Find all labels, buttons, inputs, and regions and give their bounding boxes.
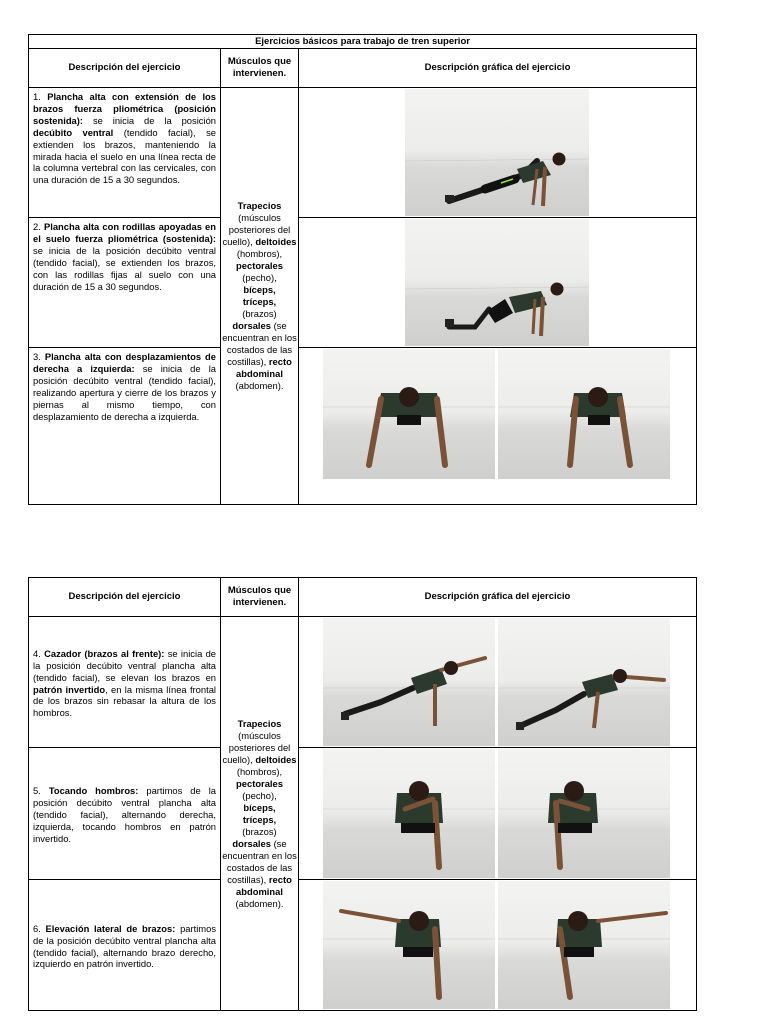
exercise-3-name: Plancha alta con desplazamientos de derecha a izquierda: bbox=[33, 351, 216, 374]
exercise-5-description: 5. Tocando hombros: partimos de la posición decúbito ventral plancha alta (tendido facial), alternando derecha, izquierda, tocando hombros en patrón invertido. bbox=[29, 748, 221, 880]
exercise-3-description: 3. Plancha alta con desplazamientos de derecha a izquierda: se inicia de la posición decúbito ventral (tendido facial), realizando apertura y cierre de los brazos y piernas al mismo tiempo, con desplazamiento de derecha a izquierda. bbox=[29, 348, 221, 505]
exercise-4-description: 4. Cazador (brazos al frente): se inicia de la posición decúbito ventral plancha alta (tendido facial), se elevan los brazos en patrón invertido, en la misma línea frontal de los brazos sin rebasar la altura de los hombros. bbox=[29, 617, 221, 748]
header-graphic: Descripción gráfica del ejercicio bbox=[299, 578, 697, 617]
header-muscles: Músculos que intervienen. bbox=[221, 578, 299, 617]
header-description: Descripción del ejercicio bbox=[29, 578, 221, 617]
exercise-5-name: Tocando hombros: bbox=[48, 785, 139, 797]
header-muscles: Músculos que intervienen. bbox=[221, 49, 299, 88]
exercise-1-description: 1. Plancha alta con extensión de los brazos fuerza pliométrica (posición sostenida): se inicia de la posición decúbito ventral (tendido facial), se extienden los brazos, manteniendo la mirada hacia el suelo en una línea recta de la columna vertebral con las cervicales, con una duración de 15 a 30 segundos. bbox=[29, 88, 221, 218]
exercise-table-2 bbox=[28, 577, 697, 1011]
exercise-4-photo-a bbox=[323, 618, 495, 746]
exercise-3-graphic bbox=[299, 348, 697, 505]
exercise-2-photo bbox=[405, 219, 589, 346]
exercise-5-photo-a bbox=[323, 749, 495, 878]
table-title: Ejercicios básicos para trabajo de tren superior bbox=[29, 35, 697, 49]
header-description: Descripción del ejercicio bbox=[29, 49, 221, 88]
exercise-5-graphic bbox=[299, 748, 697, 880]
exercise-4-graphic bbox=[299, 617, 697, 748]
exercise-table-1 bbox=[28, 34, 697, 505]
exercise-2-name: Plancha alta con rodillas apoyadas en el suelo fuerza pliométrica (sostenida): bbox=[33, 221, 216, 244]
exercise-1-name: Plancha alta con extensión de los brazos fuerza pliométrica (posición sostenida): bbox=[33, 91, 216, 126]
exercise-4-name: Cazador (brazos al frente): bbox=[44, 647, 165, 659]
exercise-6-photo-a bbox=[323, 881, 495, 1009]
exercise-2-description: 2. Plancha alta con rodillas apoyadas en el suelo fuerza pliométrica (sostenida): se inicia de la posición decúbito ventral (tendido facial), se extienden los brazos, con las rodillas fijas al suelo con una duración de 15 a 30 segundos. bbox=[29, 218, 221, 348]
exercise-3-photo-a bbox=[323, 349, 495, 479]
exercise-1-graphic bbox=[299, 88, 697, 218]
exercise-1-photo bbox=[405, 89, 589, 216]
muscles-list: Trapecios (músculos posteriores del cuello), deltoides (hombros), pectorales (pecho), bíceps, tríceps, (brazos) dorsales (se encuentran en los costados de las costillas), recto abdominal (abdomen). bbox=[221, 88, 299, 505]
exercise-5-photo-b bbox=[498, 749, 670, 878]
muscles-list-2: Trapecios (músculos posteriores del cuello), deltoides (hombros), pectorales (pecho), bíceps, tríceps, (brazos) dorsales (se encuentran en los costados de las costillas), recto abdominal (abdomen). bbox=[221, 617, 299, 1011]
exercise-6-name: Elevación lateral de brazos: bbox=[45, 922, 176, 934]
exercise-3-photo-b bbox=[498, 349, 670, 479]
header-graphic: Descripción gráfica del ejercicio bbox=[299, 49, 697, 88]
exercise-2-graphic bbox=[299, 218, 697, 348]
exercise-4-photo-b bbox=[498, 618, 670, 746]
exercise-6-description: 6. Elevación lateral de brazos: partimos de la posición decúbito ventral plancha alta (tendido facial), alternando brazo derecho, izquierdo en patrón invertido. bbox=[29, 880, 221, 1011]
exercise-6-photo-b bbox=[498, 881, 670, 1009]
exercise-6-graphic bbox=[299, 880, 697, 1011]
